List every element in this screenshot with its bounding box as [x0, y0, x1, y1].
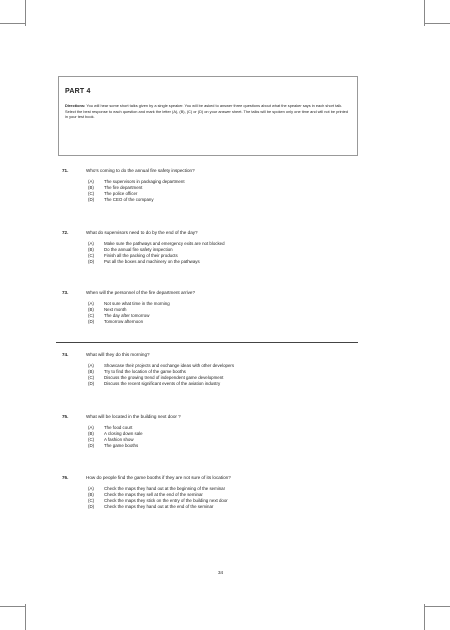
- question-text: What do supervisors need to do by the end of the day?: [86, 230, 198, 235]
- question-72: [62, 230, 362, 265]
- directions-lead: Directions:: [65, 103, 86, 108]
- question-stem: [62, 168, 362, 174]
- option-letter: (C): [88, 252, 95, 258]
- option-text: A closing down sale: [104, 430, 143, 436]
- option-text: Make sure the pathways and emergency exits are not blocked: [104, 241, 225, 246]
- option-list: [88, 425, 362, 449]
- crop-mark: [0, 606, 26, 607]
- option-letter: (A): [88, 425, 94, 430]
- option-text: Tomorrow afternoon: [104, 318, 144, 324]
- option-text: Do the annual fire safety inspection: [104, 246, 173, 252]
- question-text: What will they do this morning?: [86, 352, 150, 357]
- option[interactable]: [88, 381, 362, 387]
- question-stem: [62, 414, 362, 420]
- crop-mark: [25, 604, 26, 630]
- question-76: [62, 475, 362, 510]
- option-letter: (A): [88, 301, 94, 306]
- option-text: Check the maps they sell at the end of the seminar: [104, 491, 203, 497]
- question-75: [62, 414, 362, 449]
- question-text: How do people find the game booths if they are not sure of its location?: [86, 475, 231, 480]
- option-letter: (C): [88, 436, 95, 442]
- directions-body: You will hear some short talks given by a single speaker. You will be asked to answer three questions about what the speaker says in each short talk. Select the best response to each question and mark the letter (A), (B), (C) or (D) on your answer sheet. The talks will be spoken only one time and will not be printed in your test book.: [65, 103, 349, 120]
- crop-mark: [424, 606, 450, 607]
- directions-text: [65, 103, 351, 120]
- option-letter: (D): [88, 258, 95, 264]
- question-stem: [62, 290, 362, 296]
- question-text: When will the personnel of the fire department arrive?: [86, 290, 196, 295]
- option-text: Showcase their projects and exchange ideas with other developers: [104, 363, 235, 368]
- question-71: [62, 168, 362, 203]
- question-number: 76.: [62, 475, 69, 480]
- option-text: Finish all the packing of their products: [104, 252, 178, 258]
- option-letter: (B): [88, 368, 94, 374]
- question-number: 71.: [62, 168, 69, 173]
- option[interactable]: [88, 197, 362, 203]
- option-text: The fire department: [104, 184, 143, 190]
- option-text: Check the maps they stick on the entry of the building next door: [104, 497, 228, 503]
- option-text: The supervisors in packaging department: [104, 179, 185, 184]
- option-list: [88, 301, 362, 325]
- question-74: [62, 352, 362, 387]
- option-letter: (A): [88, 486, 94, 491]
- option-text: A fashion show: [104, 436, 134, 442]
- option[interactable]: [88, 504, 362, 510]
- option-text: Put all the boxes and machinery on the pathways: [104, 258, 200, 264]
- question-number: 74.: [62, 352, 69, 357]
- option-text: Discuss the recent significant events of the aviation industry: [104, 380, 221, 386]
- crop-mark: [424, 0, 425, 26]
- question-text: What will be located in the building next door ?: [86, 414, 181, 419]
- option-text: Discuss the growing trend of independent game development: [104, 374, 224, 380]
- option[interactable]: [88, 259, 362, 265]
- option-text: Next month: [104, 306, 127, 312]
- crop-mark: [424, 23, 450, 24]
- page-number: 34: [218, 570, 224, 575]
- option-letter: (D): [88, 380, 95, 386]
- crop-mark: [424, 604, 425, 630]
- question-stem: [62, 352, 362, 358]
- option-text: Not sure what time in the morning: [104, 301, 170, 306]
- question-stem: [62, 475, 362, 481]
- instructions-box: [58, 76, 358, 156]
- option-letter: (C): [88, 312, 95, 318]
- option-list: [88, 179, 362, 203]
- option-letter: (A): [88, 179, 94, 184]
- part-title: PART 4: [65, 88, 91, 95]
- option-text: Check the maps they hand out at the beginning of the seminar: [104, 486, 226, 491]
- option-text: Check the maps they hand out at the end of the seminar: [104, 503, 214, 509]
- option-letter: (D): [88, 442, 95, 448]
- option-letter: (D): [88, 196, 95, 202]
- option-text: The food court: [104, 425, 133, 430]
- option-letter: (C): [88, 190, 95, 196]
- option-letter: (D): [88, 503, 95, 509]
- option[interactable]: [88, 443, 362, 449]
- question-text: Who's coming to do the annual fire safety inspection?: [86, 168, 195, 173]
- option-letter: (B): [88, 246, 94, 252]
- option-text: The day after tomorrow: [104, 312, 150, 318]
- question-73: [62, 290, 362, 325]
- option-letter: (A): [88, 363, 94, 368]
- question-number: 75.: [62, 414, 69, 419]
- question-stem: [62, 230, 362, 236]
- option-text: The CEO of the company: [104, 196, 154, 202]
- option-text: The game booths: [104, 442, 139, 448]
- option-letter: (A): [88, 241, 94, 246]
- crop-mark: [0, 23, 26, 24]
- option-letter: (B): [88, 306, 94, 312]
- option-letter: (D): [88, 318, 95, 324]
- option-letter: (B): [88, 184, 94, 190]
- section-divider: [56, 342, 358, 343]
- option-list: [88, 486, 362, 510]
- question-number: 72.: [62, 230, 69, 235]
- option-letter: (C): [88, 497, 95, 503]
- option-letter: (B): [88, 491, 94, 497]
- option-text: The police officer: [104, 190, 138, 196]
- option-letter: (B): [88, 430, 94, 436]
- option-letter: (C): [88, 374, 95, 380]
- option-list: [88, 241, 362, 265]
- option-list: [88, 363, 362, 387]
- question-number: 73.: [62, 290, 69, 295]
- crop-mark: [25, 0, 26, 26]
- option[interactable]: [88, 319, 362, 325]
- option-text: Try to find the location of the game booths: [104, 368, 186, 374]
